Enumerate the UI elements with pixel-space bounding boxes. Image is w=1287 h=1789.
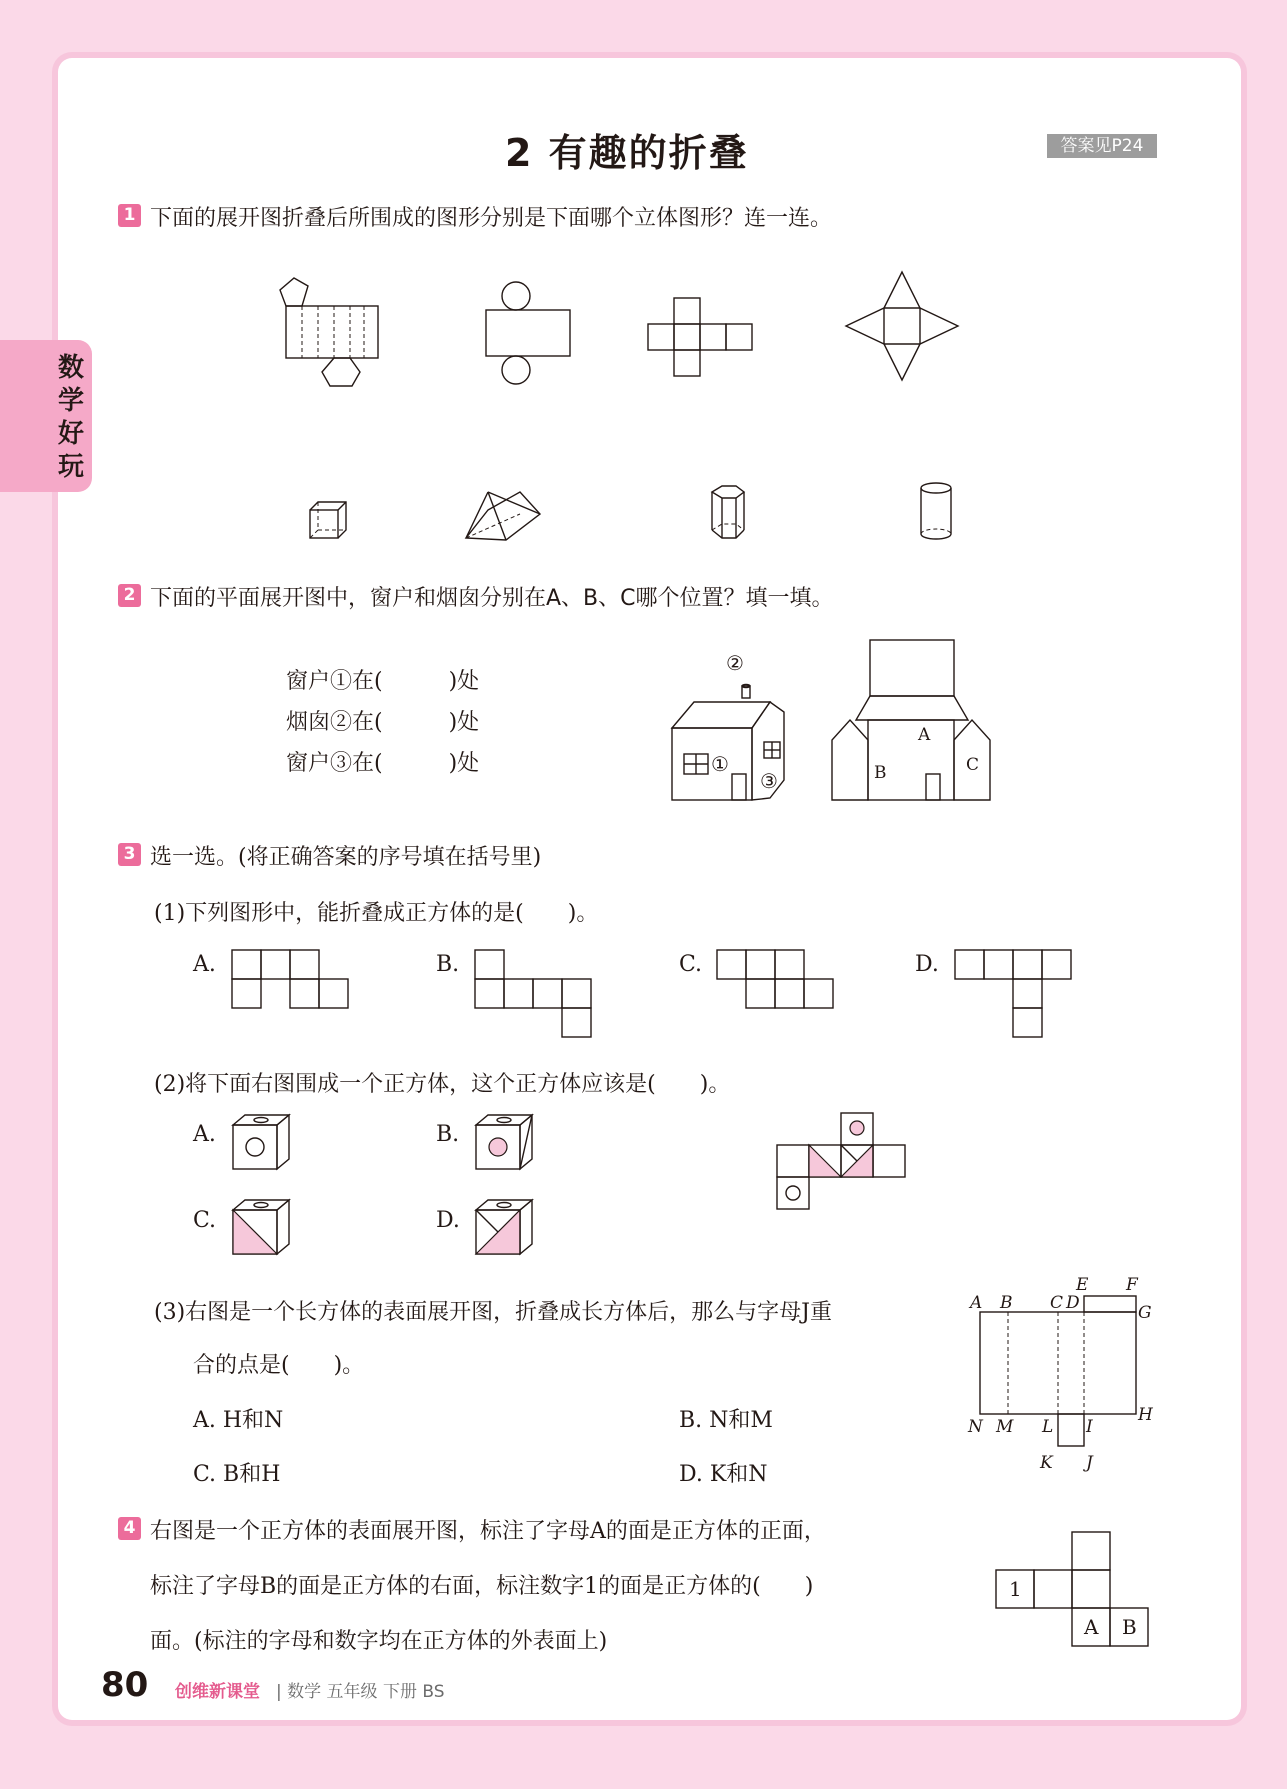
q3-part3-text-2: 合的点是( )。 bbox=[193, 1353, 365, 1378]
point-e: E bbox=[1076, 1275, 1089, 1295]
q3-p3-option-d[interactable]: D. K和N bbox=[679, 1462, 768, 1487]
solid-cube bbox=[310, 502, 346, 538]
question-4-line-3: 面。(标注的字母和数字均在正方体的外表面上) bbox=[150, 1629, 608, 1654]
net-option-b bbox=[475, 950, 591, 1037]
solid-hexagonal-prism bbox=[712, 486, 744, 538]
q3-p3-option-c[interactable]: C. B和H bbox=[193, 1462, 281, 1487]
question-3-text: 选一选。(将正确答案的序号填在括号里) bbox=[150, 845, 542, 870]
house-label-chimney: ② bbox=[726, 651, 744, 675]
q3-part2-cubes bbox=[230, 1110, 930, 1270]
net-pyramid bbox=[846, 272, 958, 380]
question-4-line-2: 标注了字母B的面是正方体的右面，标注数字1的面是正方体的( ) bbox=[150, 1574, 814, 1599]
point-i: I bbox=[1086, 1417, 1093, 1437]
cube-option-a bbox=[233, 1115, 289, 1169]
cube-net-q3-2 bbox=[777, 1113, 905, 1209]
cube-option-b bbox=[476, 1115, 532, 1169]
point-l: L bbox=[1042, 1417, 1054, 1437]
face-label-1: 1 bbox=[1009, 1577, 1022, 1601]
cube-option-d bbox=[476, 1200, 532, 1254]
page-number: 80 bbox=[101, 1665, 149, 1705]
q3-p1-option-a[interactable]: A. bbox=[193, 952, 216, 977]
point-c: C bbox=[1050, 1293, 1064, 1313]
q2-house-figures bbox=[660, 630, 1000, 810]
blank-window-1[interactable]: 窗户①在( )处 bbox=[286, 669, 480, 694]
q3-p2-option-d[interactable]: D. bbox=[436, 1208, 460, 1233]
q3-p2-option-a[interactable]: A. bbox=[193, 1122, 216, 1147]
question-2-text: 下面的平面展开图中，窗户和烟囱分别在A、B、C哪个位置？填一填。 bbox=[150, 586, 834, 611]
q3-part1-nets bbox=[232, 950, 1082, 1040]
answer-reference-badge: 答案见P24 bbox=[1047, 134, 1157, 158]
house-label-window-3: ③ bbox=[760, 769, 778, 793]
net-option-c bbox=[717, 950, 833, 1008]
q3-part3-text-1: (3)右图是一个长方体的表面展开图，折叠成长方体后，那么与字母J重 bbox=[154, 1300, 832, 1325]
q3-p1-option-c[interactable]: C. bbox=[679, 952, 703, 977]
question-4-line-1: 右图是一个正方体的表面展开图，标注了字母A的面是正方体的正面， bbox=[150, 1519, 826, 1544]
point-a: A bbox=[970, 1293, 983, 1313]
q3-part1-text: (1)下列图形中，能折叠成正方体的是( )。 bbox=[154, 901, 599, 926]
side-tab-label: 数学好玩 bbox=[57, 353, 84, 482]
q3-part3-cuboid-net bbox=[960, 1270, 1160, 1480]
q1-nets-and-solids bbox=[270, 270, 1010, 550]
net-hexagonal-prism bbox=[280, 278, 378, 386]
q4-cube-net bbox=[990, 1530, 1150, 1660]
cube-option-c bbox=[233, 1200, 289, 1254]
point-b: B bbox=[1000, 1293, 1013, 1313]
q3-p2-option-c[interactable]: C. bbox=[193, 1208, 217, 1233]
face-label-b: B bbox=[1122, 1615, 1137, 1639]
point-m: M bbox=[996, 1417, 1014, 1437]
point-d: D bbox=[1066, 1293, 1080, 1313]
solid-pyramid bbox=[466, 492, 540, 540]
net-cylinder bbox=[486, 282, 570, 384]
point-j: J bbox=[1086, 1453, 1093, 1473]
footer-book-info: | 数学 五年级 下册 BS bbox=[276, 1682, 445, 1702]
net-label-a: A bbox=[918, 725, 931, 745]
house-net bbox=[832, 640, 990, 800]
blank-window-3[interactable]: 窗户③在( )处 bbox=[286, 751, 480, 776]
net-label-b: B bbox=[874, 763, 887, 783]
question-4-number: 4 bbox=[118, 1517, 141, 1540]
point-n: N bbox=[968, 1417, 983, 1437]
question-1-number: 1 bbox=[118, 204, 141, 227]
point-h: H bbox=[1138, 1405, 1153, 1425]
net-cube bbox=[648, 298, 752, 376]
solid-cylinder bbox=[921, 483, 951, 539]
net-label-c: C bbox=[966, 755, 980, 775]
footer-brand: 创维新课堂 bbox=[175, 1682, 260, 1702]
question-2-number: 2 bbox=[118, 584, 141, 607]
question-1-text: 下面的展开图折叠后所围成的图形分别是下面哪个立体图形？连一连。 bbox=[150, 206, 833, 231]
net-option-d bbox=[955, 950, 1071, 1037]
net-option-a bbox=[232, 950, 348, 1008]
point-k: K bbox=[1040, 1453, 1053, 1473]
page-title: 2 有趣的折叠 bbox=[505, 131, 749, 175]
q3-part2-text: (2)将下面右图围成一个正方体，这个正方体应该是( )。 bbox=[154, 1072, 731, 1097]
q3-p3-option-a[interactable]: A. H和N bbox=[193, 1408, 284, 1433]
q3-p3-option-b[interactable]: B. N和M bbox=[679, 1408, 773, 1433]
face-label-a: A bbox=[1084, 1615, 1099, 1639]
q3-p1-option-b[interactable]: B. bbox=[436, 952, 460, 977]
blank-chimney-2[interactable]: 烟囱②在( )处 bbox=[286, 710, 480, 735]
point-f: F bbox=[1126, 1275, 1138, 1295]
q3-p2-option-b[interactable]: B. bbox=[436, 1122, 460, 1147]
q3-p1-option-d[interactable]: D. bbox=[915, 952, 939, 977]
point-g: G bbox=[1138, 1303, 1152, 1323]
house-label-window-1: ① bbox=[711, 752, 729, 776]
question-3-number: 3 bbox=[118, 843, 141, 866]
